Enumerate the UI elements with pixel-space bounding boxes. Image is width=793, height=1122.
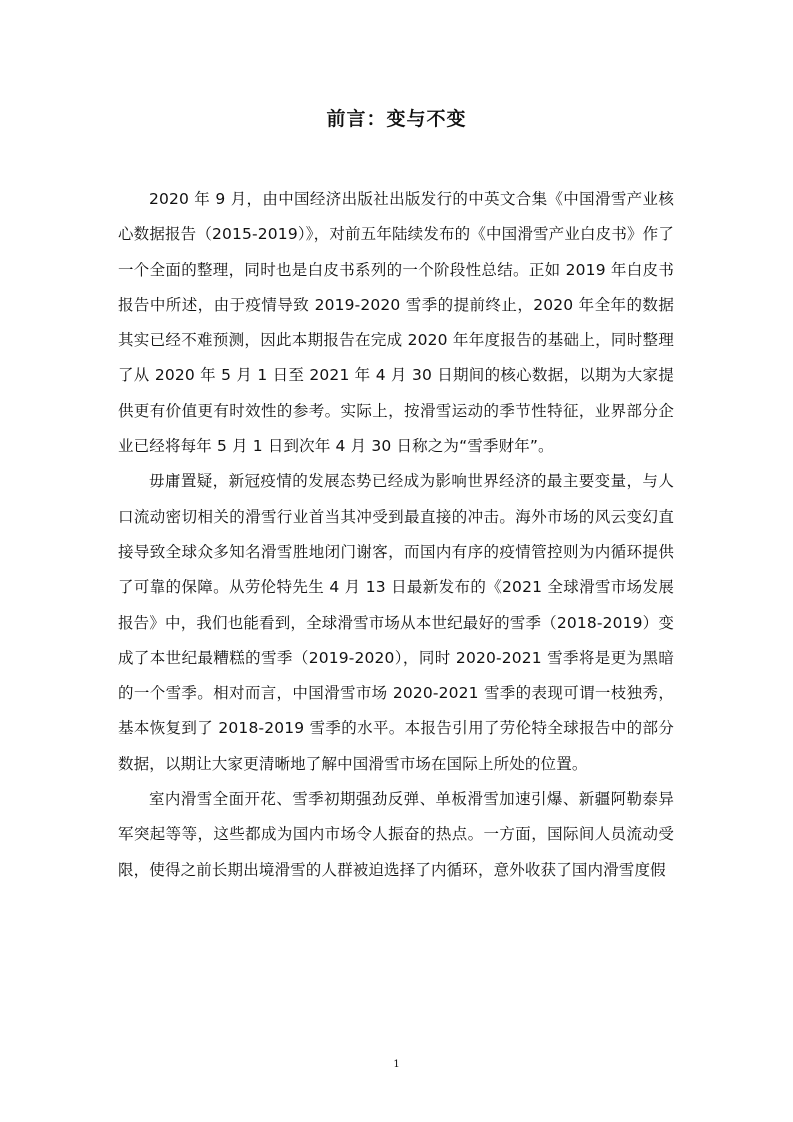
page-number: 1 xyxy=(393,1059,400,1070)
paragraph-1: 2020 年 9 月，由中国经济出版社出版发行的中英文合集《中国滑雪产业核心数据报告（2015-2019）》，对前五年陆续发布的《中国滑雪产业白皮书》作了一个全面的整理，同时也是白皮书系列的一个阶段性总结。正如 2019 年白皮书报告中所述，由于疫情导致 2019-2020 雪季的提前终止，2020 年全年的数据其实已经不难预测，因此本期报告在完成 2020 年年度报告的基础上，同时整理了从 2020 年 5 月 1 日至 2021 年 4 月 30 日期间的核心数据，以期为大家提供更有价值更有时效性的参考。实际上，按滑雪运动的季节性特征，业界部分企业已经将每年 5 月 1 日到次年 4 月 30 日称之为“雪季财年”。 xyxy=(118,190,674,456)
page-title: 前言：变与不变 xyxy=(326,108,467,130)
body-text xyxy=(118,182,674,888)
paragraph-2: 毋庸置疑，新冠疫情的发展态势已经成为影响世界经济的最主要变量，与人口流动密切相关的滑雪行业首当其冲受到最直接的冲击。海外市场的风云变幻直接导致全球众多知名滑雪胜地闭门谢客，而国内有序的疫情管控则为内循环提供了可靠的保障。从劳伦特先生 4 月 13 日最新发布的《2021 全球滑雪市场发展报告》中，我们也能看到，全球滑雪市场从本世纪最好的雪季（2018-2019）变成了本世纪最糟糕的雪季（2019-2020），同时 2020-2021 雪季将是更为黑暗的一个雪季。相对而言，中国滑雪市场 2020-2021 雪季的表现可谓一枝独秀，基本恢复到了 2018-2019 雪季的水平。本报告引用了劳伦特全球报告中的部分数据，以期让大家更清晰地了解中国滑雪市场在国际上所处的位置。 xyxy=(118,472,674,773)
paragraph-3: 室内滑雪全面开花、雪季初期强劲反弹、单板滑雪加速引爆、新疆阿勒泰异军突起等等，这些都成为国内市场令人振奋的热点。一方面，国际间人员流动受限，使得之前长期出境滑雪的人群被迫选择了内循环，意外收获了国内滑雪度假 xyxy=(118,790,674,879)
